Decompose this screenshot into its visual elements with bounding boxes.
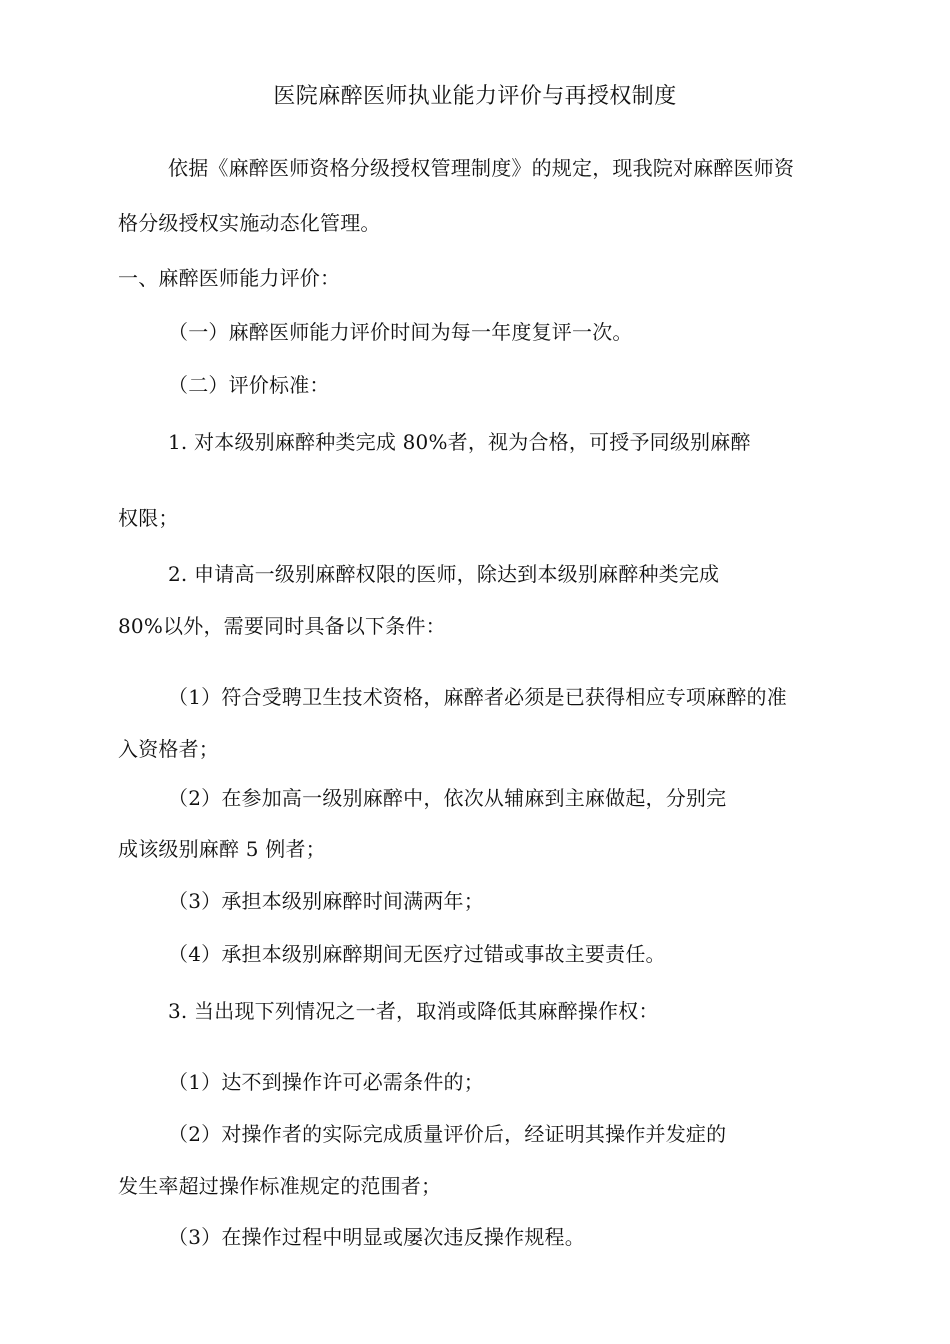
subsection-1: （一）麻醉医师能力评价时间为每一年度复评一次。 xyxy=(168,320,633,344)
item-3: 3. 当出现下列情况之一者，取消或降低其麻醉操作权： xyxy=(168,999,659,1023)
paragraph-intro-line-2: 格分级授权实施动态化管理。 xyxy=(118,211,381,235)
condition-1-line-2: 入资格者； xyxy=(118,737,219,761)
revoke-condition-2-line-2: 发生率超过操作标准规定的范围者； xyxy=(118,1174,442,1198)
paragraph-intro-line-1: 依据《麻醉医师资格分级授权管理制度》的规定，现我院对麻醉医师资 xyxy=(168,156,795,180)
condition-4: （4）承担本级别麻醉期间无医疗过错或事故主要责任。 xyxy=(168,942,666,966)
condition-2-line-2: 成该级别麻醉 5 例者； xyxy=(118,837,326,861)
document-title: 医院麻醉医师执业能力评价与再授权制度 xyxy=(273,84,677,109)
item-2-line-2: 80%以外，需要同时具备以下条件： xyxy=(118,614,446,638)
item-2-line-1: 2. 申请高一级别麻醉权限的医师，除达到本级别麻醉种类完成 xyxy=(168,562,720,586)
condition-1-line-1: （1）符合受聘卫生技术资格，麻醉者必须是已获得相应专项麻醉的准 xyxy=(168,685,787,709)
subsection-2: （二）评价标准： xyxy=(168,373,330,397)
revoke-condition-1: （1）达不到操作许可必需条件的； xyxy=(168,1070,484,1094)
revoke-condition-2-line-1: （2）对操作者的实际完成质量评价后，经证明其操作并发症的 xyxy=(168,1122,727,1146)
item-1-line-2: 权限； xyxy=(118,506,179,530)
revoke-condition-3: （3）在操作过程中明显或屡次违反操作规程。 xyxy=(168,1225,585,1249)
section-heading-1: 一、麻醉医师能力评价： xyxy=(118,266,341,290)
item-1-line-1: 1. 对本级别麻醉种类完成 80%者，视为合格，可授予同级别麻醉 xyxy=(168,430,751,454)
condition-2-line-1: （2）在参加高一级别麻醉中，依次从辅麻到主麻做起，分别完 xyxy=(168,786,727,810)
condition-3: （3）承担本级别麻醉时间满两年； xyxy=(168,889,484,913)
